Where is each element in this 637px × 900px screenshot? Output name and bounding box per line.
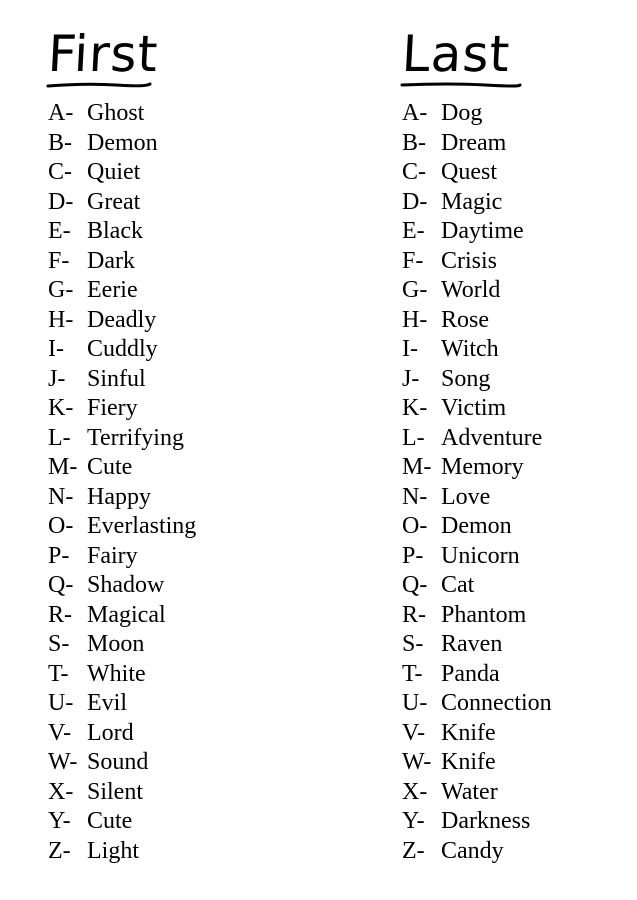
entry-letter: T-: [48, 660, 69, 687]
entry-letter: E-: [48, 218, 71, 244]
entry-word: Raven: [441, 631, 503, 657]
entry-word: Darkness: [441, 808, 531, 834]
entry-letter: W-: [48, 749, 78, 775]
entry-letter: S-: [48, 631, 70, 657]
entry-word: Cute: [87, 454, 133, 480]
entry-word: Moon: [87, 631, 145, 657]
entry-letter: Y-: [48, 808, 71, 834]
entry-letter: V-: [402, 719, 426, 746]
entry-letter: J-: [402, 365, 420, 392]
entry-letter: H-: [402, 306, 428, 333]
first-entry: [48, 630, 348, 660]
first-heading-underline: [46, 81, 156, 89]
entry-word: Song: [441, 365, 491, 392]
entry-letter: A-: [402, 100, 428, 126]
entry-word: Silent: [87, 778, 144, 805]
entry-letter: Z-: [402, 837, 425, 864]
last-entry: [402, 99, 627, 129]
entry-word: Demon: [87, 129, 158, 156]
last-entry: [402, 129, 627, 159]
entry-word: Black: [87, 218, 143, 244]
entry-letter: H-: [48, 306, 74, 333]
entry-letter: U-: [48, 690, 74, 716]
last-entry: [402, 335, 627, 365]
first-entry: [48, 453, 348, 483]
entry-word: Dog: [441, 100, 483, 126]
entry-word: Shadow: [87, 572, 165, 598]
entry-word: Phantom: [441, 601, 527, 628]
entry-word: Dark: [87, 247, 135, 274]
entry-word: Great: [87, 188, 141, 215]
entry-word: Panda: [441, 660, 500, 687]
last-entry: [402, 719, 627, 749]
entry-word: Dream: [441, 129, 507, 156]
entry-letter: B-: [48, 129, 72, 156]
entry-letter: R-: [48, 601, 72, 628]
entry-letter: X-: [402, 778, 428, 805]
entry-word: Ghost: [87, 100, 145, 126]
entry-letter: U-: [402, 690, 428, 716]
first-entry: [48, 158, 348, 188]
entry-letter: Q-: [48, 572, 74, 598]
entry-word: World: [441, 277, 501, 303]
last-entry: [402, 512, 627, 542]
entry-word: Magic: [441, 188, 503, 215]
first-entry: [48, 778, 348, 808]
last-entry: [402, 188, 627, 218]
entry-word: Everlasting: [87, 513, 197, 539]
entry-word: Knife: [441, 719, 496, 746]
first-entry: [48, 807, 348, 837]
entry-word: Demon: [441, 513, 512, 539]
entry-word: Fiery: [87, 395, 138, 421]
first-entry: [48, 394, 348, 424]
entry-word: Cute: [87, 808, 133, 834]
entry-letter: E-: [402, 218, 425, 244]
first-entry: [48, 483, 348, 513]
last-entry: [402, 807, 627, 837]
first-entry: [48, 512, 348, 542]
entry-letter: Q-: [402, 572, 428, 598]
last-entry: [402, 217, 627, 247]
entry-word: Unicorn: [441, 542, 520, 569]
entry-word: Victim: [441, 395, 507, 421]
entry-letter: O-: [402, 513, 428, 539]
entry-letter: C-: [402, 159, 426, 185]
last-entry: [402, 158, 627, 188]
entry-word: Water: [441, 778, 498, 805]
entry-letter: N-: [48, 483, 74, 510]
entry-letter: Y-: [402, 808, 425, 834]
entry-letter: A-: [48, 100, 74, 126]
first-entry: [48, 748, 348, 778]
entry-letter: N-: [402, 483, 428, 510]
first-entry: [48, 276, 348, 306]
entry-letter: D-: [48, 188, 74, 215]
first-name-list: [48, 99, 348, 866]
last-entry: [402, 306, 627, 336]
entry-letter: W-: [402, 749, 432, 775]
last-heading-underline: [400, 81, 525, 89]
entry-letter: V-: [48, 719, 72, 746]
first-entry: [48, 660, 348, 690]
entry-letter: T-: [402, 660, 423, 687]
first-entry: [48, 719, 348, 749]
entry-word: Light: [87, 837, 139, 864]
first-entry: [48, 99, 348, 129]
last-entry: [402, 778, 627, 808]
first-name-column: [48, 25, 348, 866]
last-entry: [402, 247, 627, 277]
entry-letter: F-: [48, 247, 70, 274]
entry-word: White: [87, 660, 146, 687]
entry-word: Quest: [441, 159, 497, 185]
entry-letter: X-: [48, 778, 74, 805]
entry-word: Witch: [441, 336, 499, 362]
entry-letter: I-: [48, 336, 64, 362]
last-entry: [402, 630, 627, 660]
last-name-column: [402, 25, 627, 866]
entry-word: Knife: [441, 749, 496, 775]
entry-word: Happy: [87, 483, 151, 510]
entry-letter: Z-: [48, 837, 71, 864]
entry-word: Memory: [441, 454, 524, 480]
entry-word: Eerie: [87, 277, 138, 303]
first-entry: [48, 837, 348, 867]
first-entry: [48, 689, 348, 719]
last-entry: [402, 276, 627, 306]
entry-word: Rose: [441, 306, 489, 333]
entry-word: Magical: [87, 601, 166, 628]
entry-word: Cat: [441, 572, 475, 598]
last-heading-block: [402, 25, 627, 99]
entry-letter: P-: [48, 542, 70, 569]
entry-letter: R-: [402, 601, 426, 628]
last-entry: [402, 748, 627, 778]
entry-letter: L-: [48, 424, 71, 451]
first-entry: [48, 306, 348, 336]
entry-word: Adventure: [441, 424, 543, 451]
last-entry: [402, 483, 627, 513]
entry-word: Evil: [87, 690, 127, 716]
last-entry: [402, 689, 627, 719]
entry-word: Deadly: [87, 306, 157, 333]
last-entry: [402, 837, 627, 867]
first-entry: [48, 217, 348, 247]
entry-word: Quiet: [87, 159, 141, 185]
entry-word: Sinful: [87, 365, 146, 392]
entry-word: Love: [441, 483, 491, 510]
first-entry: [48, 188, 348, 218]
last-entry: [402, 394, 627, 424]
entry-letter: F-: [402, 247, 424, 274]
first-entry: [48, 335, 348, 365]
entry-letter: S-: [402, 631, 424, 657]
entry-letter: L-: [402, 424, 425, 451]
first-entry: [48, 424, 348, 454]
entry-letter: P-: [402, 542, 424, 569]
entry-letter: I-: [402, 336, 418, 362]
last-entry: [402, 365, 627, 395]
entry-letter: M-: [402, 454, 432, 480]
entry-letter: B-: [402, 129, 426, 156]
last-entry: [402, 542, 627, 572]
first-heading-block: [48, 25, 348, 99]
entry-word: Cuddly: [87, 336, 158, 362]
first-entry: [48, 247, 348, 277]
first-entry: [48, 365, 348, 395]
first-entry: [48, 571, 348, 601]
last-entry: [402, 660, 627, 690]
entry-word: Fairy: [87, 542, 138, 569]
last-name-list: [402, 99, 627, 866]
entry-word: Connection: [441, 690, 552, 716]
first-entry: [48, 542, 348, 572]
entry-letter: O-: [48, 513, 74, 539]
last-entry: [402, 601, 627, 631]
entry-letter: G-: [402, 277, 428, 303]
entry-word: Lord: [87, 719, 134, 746]
last-entry: [402, 453, 627, 483]
entry-word: Sound: [87, 749, 149, 775]
entry-word: Terrifying: [87, 424, 184, 451]
entry-word: Daytime: [441, 218, 524, 244]
last-entry: [402, 424, 627, 454]
entry-letter: C-: [48, 159, 72, 185]
entry-letter: M-: [48, 454, 78, 480]
first-entry: [48, 129, 348, 159]
first-heading: First: [46, 25, 160, 83]
first-entry: [48, 601, 348, 631]
entry-letter: D-: [402, 188, 428, 215]
entry-word: Crisis: [441, 247, 498, 274]
entry-letter: J-: [48, 365, 66, 392]
entry-word: Candy: [441, 837, 504, 864]
entry-letter: K-: [48, 395, 74, 421]
last-heading: Last: [400, 25, 512, 83]
last-entry: [402, 571, 627, 601]
entry-letter: K-: [402, 395, 428, 421]
entry-letter: G-: [48, 277, 74, 303]
